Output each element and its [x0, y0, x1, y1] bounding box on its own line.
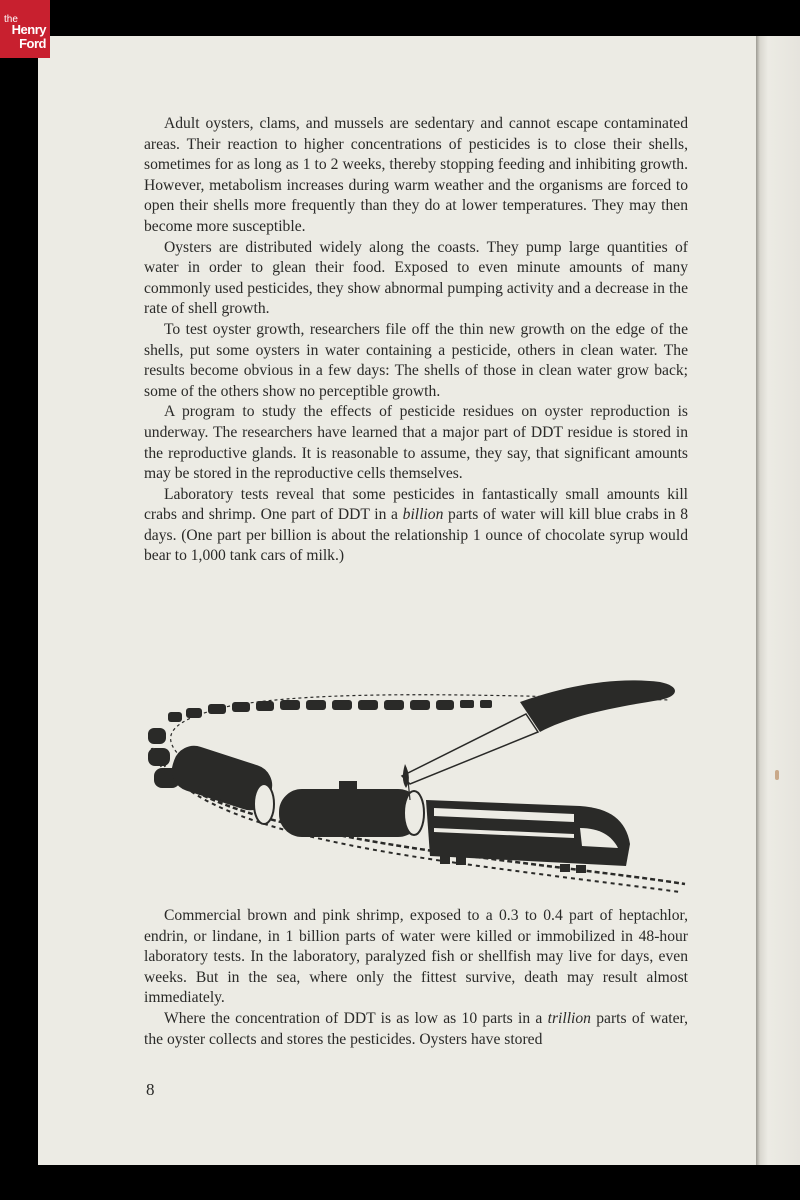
paragraph-oyster-growth-test: To test oyster growth, researchers file off the thin new growth on the edge of the shells, put some oysters in water containing a pesticide, others in clean water. The results become obvious in a few days: The shells of those in clean water grow back; some of the others show no perceptible growth. — [144, 320, 688, 400]
paragraph-reproduction-study: A program to study the effects of pesticide residues on oyster reproduction is underway. The researchers have learned that a major part of DDT residue is stored in the reproductive glands. It is reasonable to assume, they say, that significant amounts may be stored in the reproductive cells themselves. — [144, 403, 688, 483]
logo-the: the — [4, 14, 18, 25]
emphasis-billion: billion — [402, 506, 444, 524]
page-number: 8 — [146, 1080, 155, 1099]
body-text-bottom — [144, 906, 688, 1050]
henry-ford-logo — [0, 0, 50, 58]
paragraph-oysters-distributed: Oysters are distributed widely along the coasts. They pump large quantities of water in order to glean their food. Exposed to even minute amounts of many commonly used pesticides, they show abnormal pumping activity and a decrease in the rate of shell growth. — [144, 238, 688, 318]
paragraph-ddt-trillion: Where the concentration of DDT is as low as 10 parts in a trillion parts of water, the oyster collects and stores the pesticides. Oysters have stored — [144, 1009, 689, 1048]
near-tank-cars — [168, 742, 424, 836]
paragraph-oysters-sedentary: Adult oysters, clams, and mussels are sedentary and cannot escape contaminated areas. Their reaction to higher concentrations of pesticides is to close their shells, sometimes for as long as 1 to 2 weeks, thereby stopping feeding and inhibiting growth. However, metabolism increases during warm weather and the organisms are forced to open their shells more frequently than they do at lower temperatures. They may then become more susceptible. — [144, 115, 688, 235]
paragraph-shrimp-tests: Commercial brown and pink shrimp, exposed to a 0.3 to 0.4 part of heptachlor, endrin, or lindane, in 1 billion parts of water were killed or immobilized in 48-hour laboratory tests. In the laboratory, paralyzed fish or shellfish may live for days, even weeks. But in the sea, where only the fittest survive, death may result almost immediately. — [144, 907, 688, 1007]
distant-tank-cars — [168, 700, 492, 722]
eyedropper — [402, 680, 675, 800]
diesel-locomotive — [426, 800, 630, 873]
paragraph-crabs-shrimp: Laboratory tests reveal that some pesticides in fantastically small amounts kill crabs and shrimp. One part of DDT in a billion parts of water will kill blue crabs in 8 days. (One part per billion is about the relationship 1 ounce of chocolate syrup would bear to 1,000 tank cars of milk.) — [144, 485, 689, 565]
logo-ford: Ford — [19, 36, 46, 51]
paper-speck — [775, 770, 779, 780]
train-and-dropper-illustration — [140, 652, 700, 898]
body-text-top — [144, 114, 688, 567]
facing-page-edge — [756, 36, 800, 1165]
logo-henry: Henry — [11, 22, 46, 37]
emphasis-trillion: trillion — [547, 1009, 591, 1027]
